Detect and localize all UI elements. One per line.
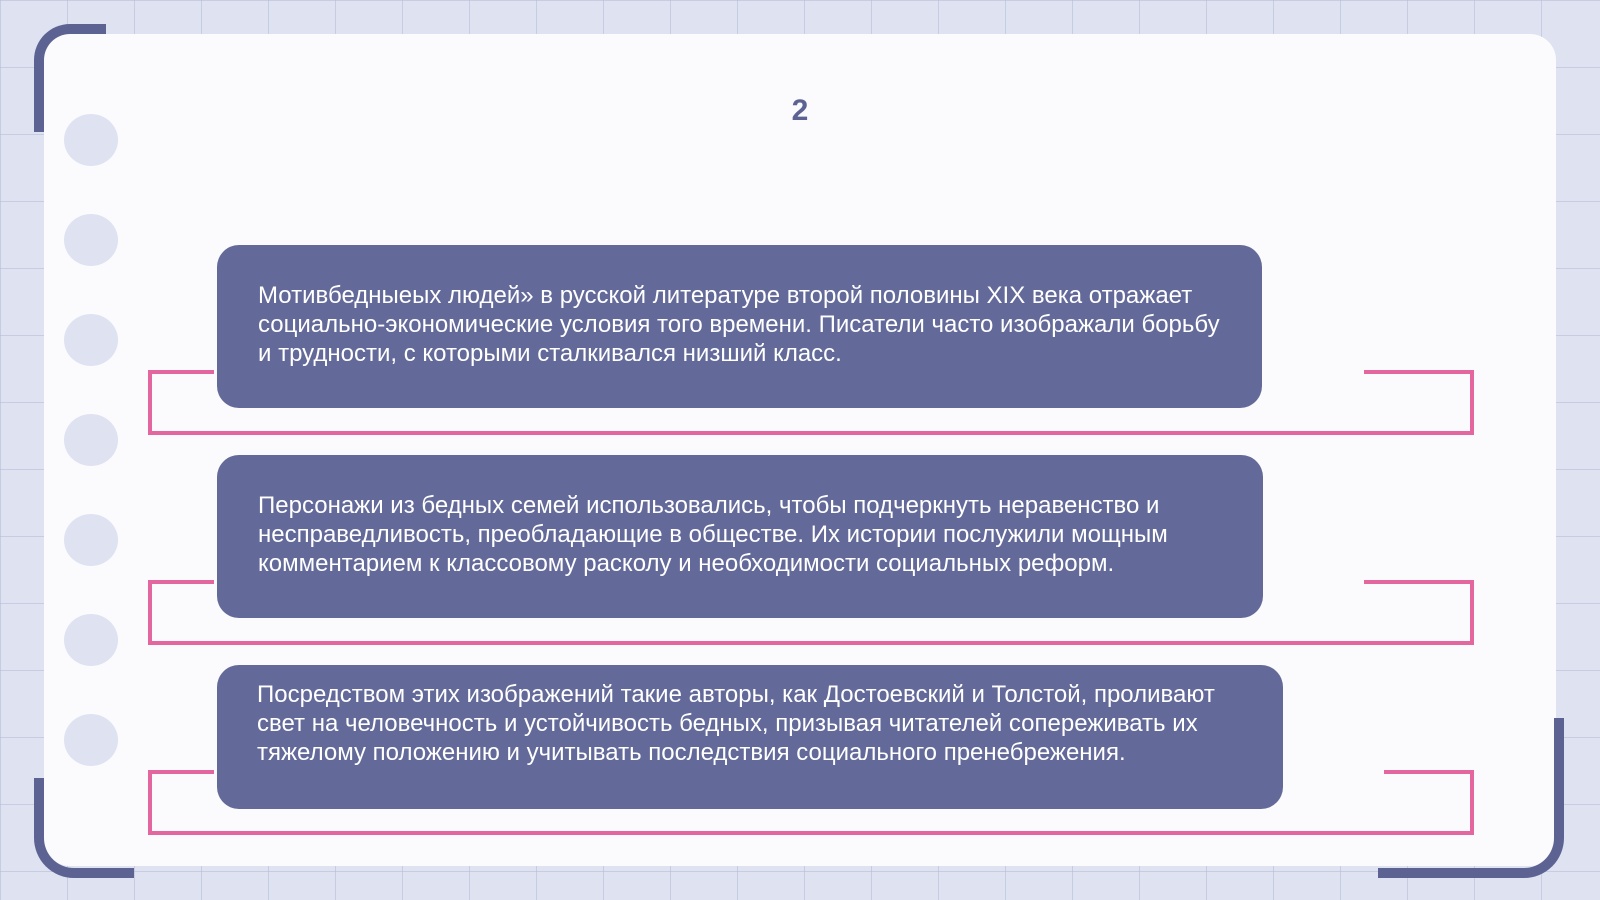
- text-box-2: [217, 455, 1263, 618]
- text-box-3: [217, 665, 1283, 809]
- paper-notch: [64, 614, 118, 666]
- corner-bracket-top-left: [34, 24, 106, 132]
- item-text: Персонажи из бедных семей использовались, чтобы подчеркнуть неравенство и несправедливость, преобладающие в обществе. Их истории послужили мощным комментарием к классовому расколу и необходимости социальных реформ.: [258, 492, 1168, 577]
- paper-notch: [64, 314, 118, 366]
- paper-notch: [64, 414, 118, 466]
- page-number: 2: [791, 94, 809, 127]
- item-text: Мотивбедныеых людей» в русской литературе второй половины XIX века отражает социально-экономические условия того времени. Писатели часто изображали борьбу и трудности, с которыми сталкивался низший класс.: [258, 282, 1220, 367]
- item-text: Посредством этих изображений такие авторы, как Достоевский и Толстой, проливают свет на человечность и устойчивость бедных, призывая читателей сопереживать их тяжелому положению и учитывать последствия социального пренебрежения.: [257, 681, 1215, 766]
- text-box-1: [217, 245, 1262, 408]
- paper-notch: [64, 514, 118, 566]
- corner-bracket-bottom-left: [34, 778, 134, 878]
- paper-notch: [64, 714, 118, 766]
- paper-notch: [64, 214, 118, 266]
